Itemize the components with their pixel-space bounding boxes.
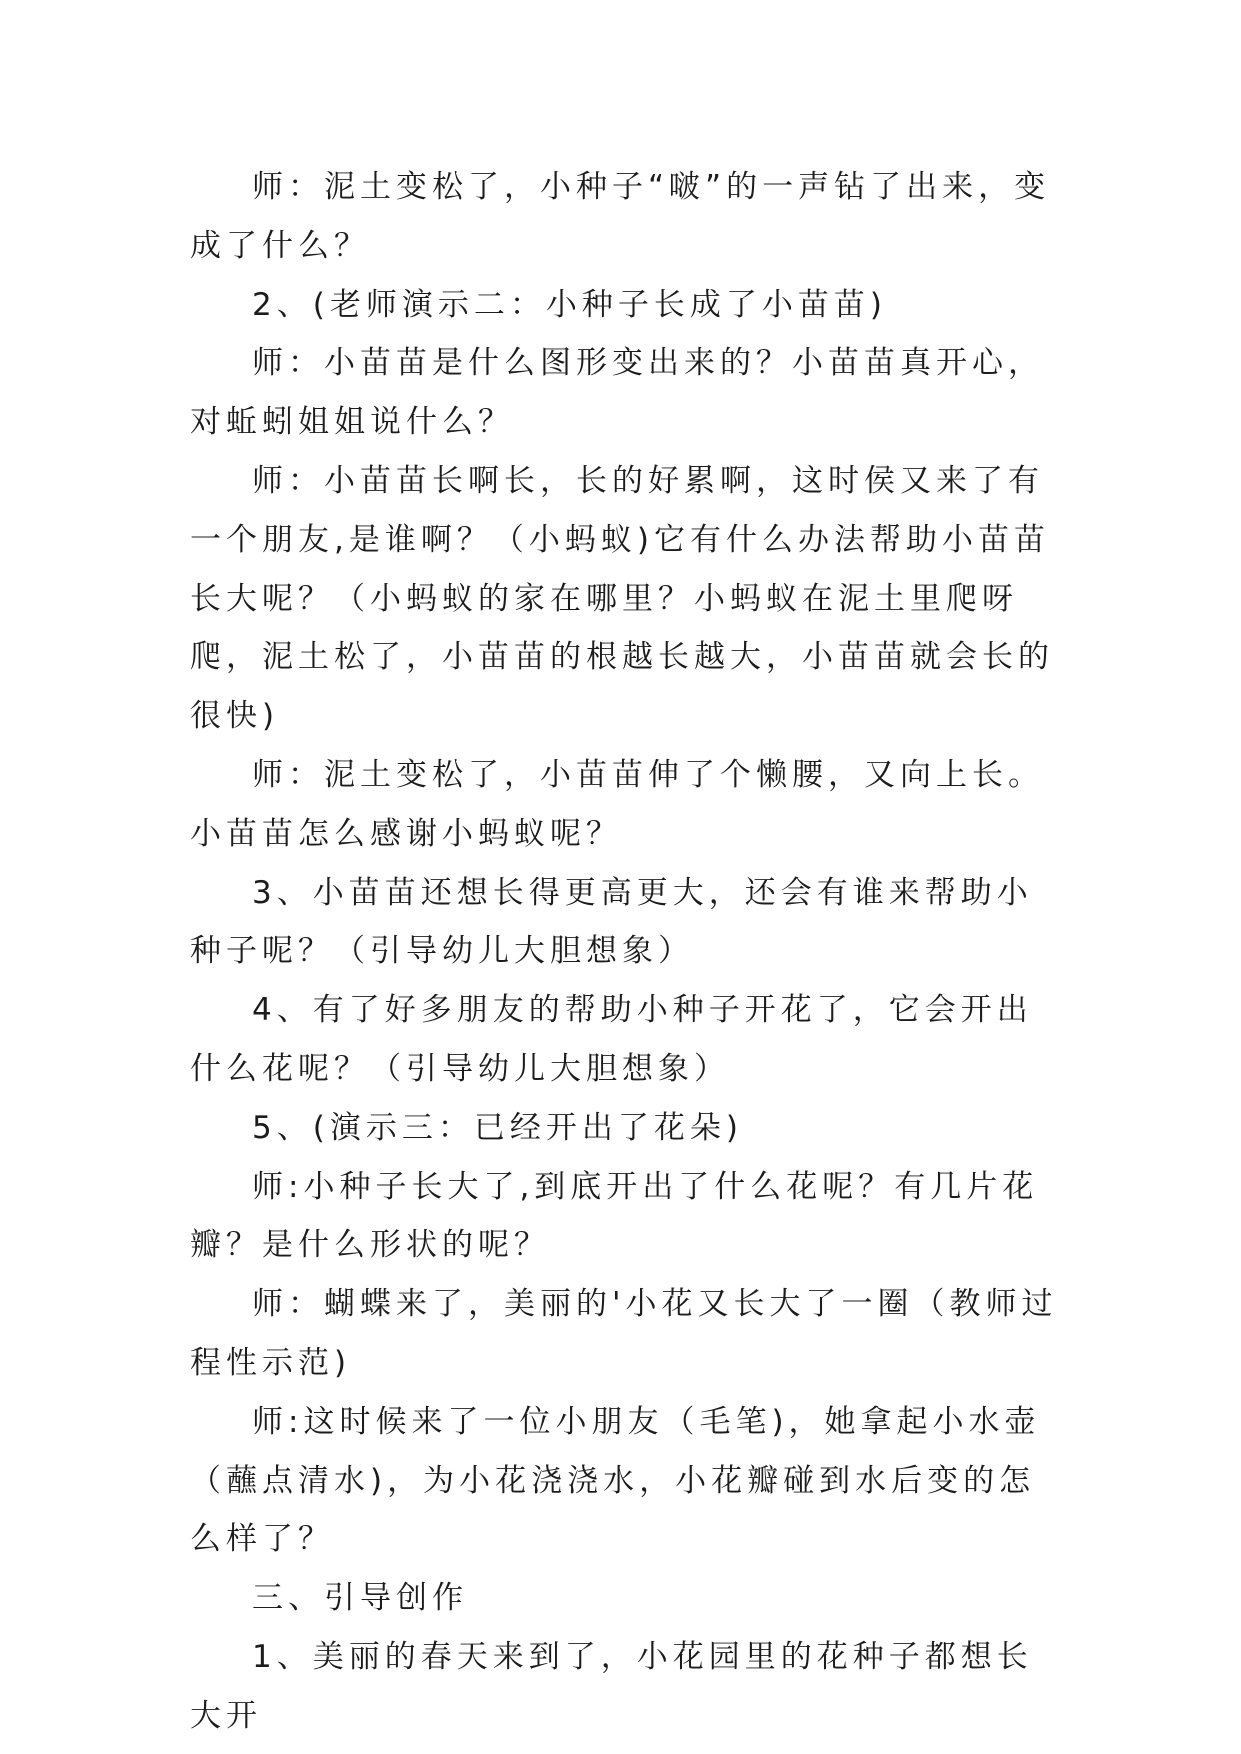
paragraph-10: 师：蝴蝶来了，美丽的'小花又长大了一圈（教师过程性示范) — [190, 1286, 1058, 1381]
document-body — [190, 158, 1060, 1746]
paragraph-2: 2、(老师演示二：小种子长成了小苗苗) — [252, 286, 887, 323]
section-heading: 三、引导创作 — [252, 1580, 468, 1617]
paragraph-4: 师：小苗苗长啊长，长的好累啊，这时侯又来了有一个朋友,是谁啊？（小蚂蚁)它有什么办法帮助小苗苗长大呢？（小蚂蚁的家在哪里？小蚂蚁在泥土里爬呀爬，泥土松了，小苗苗的根越长越大，小苗苗就会长的很快) — [190, 462, 1054, 735]
paragraph-3: 师：小苗苗是什么图形变出来的？小苗苗真开心，对蚯蚓姐姐说什么？ — [190, 345, 1044, 441]
paragraph-8: 5、(演示三：已经开出了花朵) — [252, 1109, 743, 1146]
paragraph-11: 师:这时候来了一位小朋友（毛笔)，她拿起小水壶（蘸点清水)，为小花浇浇水，小花瓣碰到水后变的怎么样了？ — [190, 1403, 1041, 1558]
paragraph-13: 1、美丽的春天来到了，小花园里的花种子都想长大开 — [190, 1638, 1033, 1734]
paragraph-1: 师：泥土变松了，小种子“啵”的一声钻了出来，变成了什么？ — [190, 169, 1051, 264]
paragraph-9: 师:小种子长大了,到底开出了什么花呢？有几片花瓣？是什么形状的呢？ — [190, 1168, 1039, 1264]
paragraph-7: 4、有了好多朋友的帮助小种子开花了，它会开出什么花呢？（引导幼儿大胆想象） — [190, 992, 1033, 1087]
paragraph-5: 师：泥土变松了，小苗苗伸了个懒腰，又向上长。小苗苗怎么感谢小蚂蚁呢？ — [190, 756, 1044, 852]
paragraph-6: 3、小苗苗还想长得更高更大，还会有谁来帮助小种子呢？（引导幼儿大胆想象） — [190, 874, 1033, 970]
